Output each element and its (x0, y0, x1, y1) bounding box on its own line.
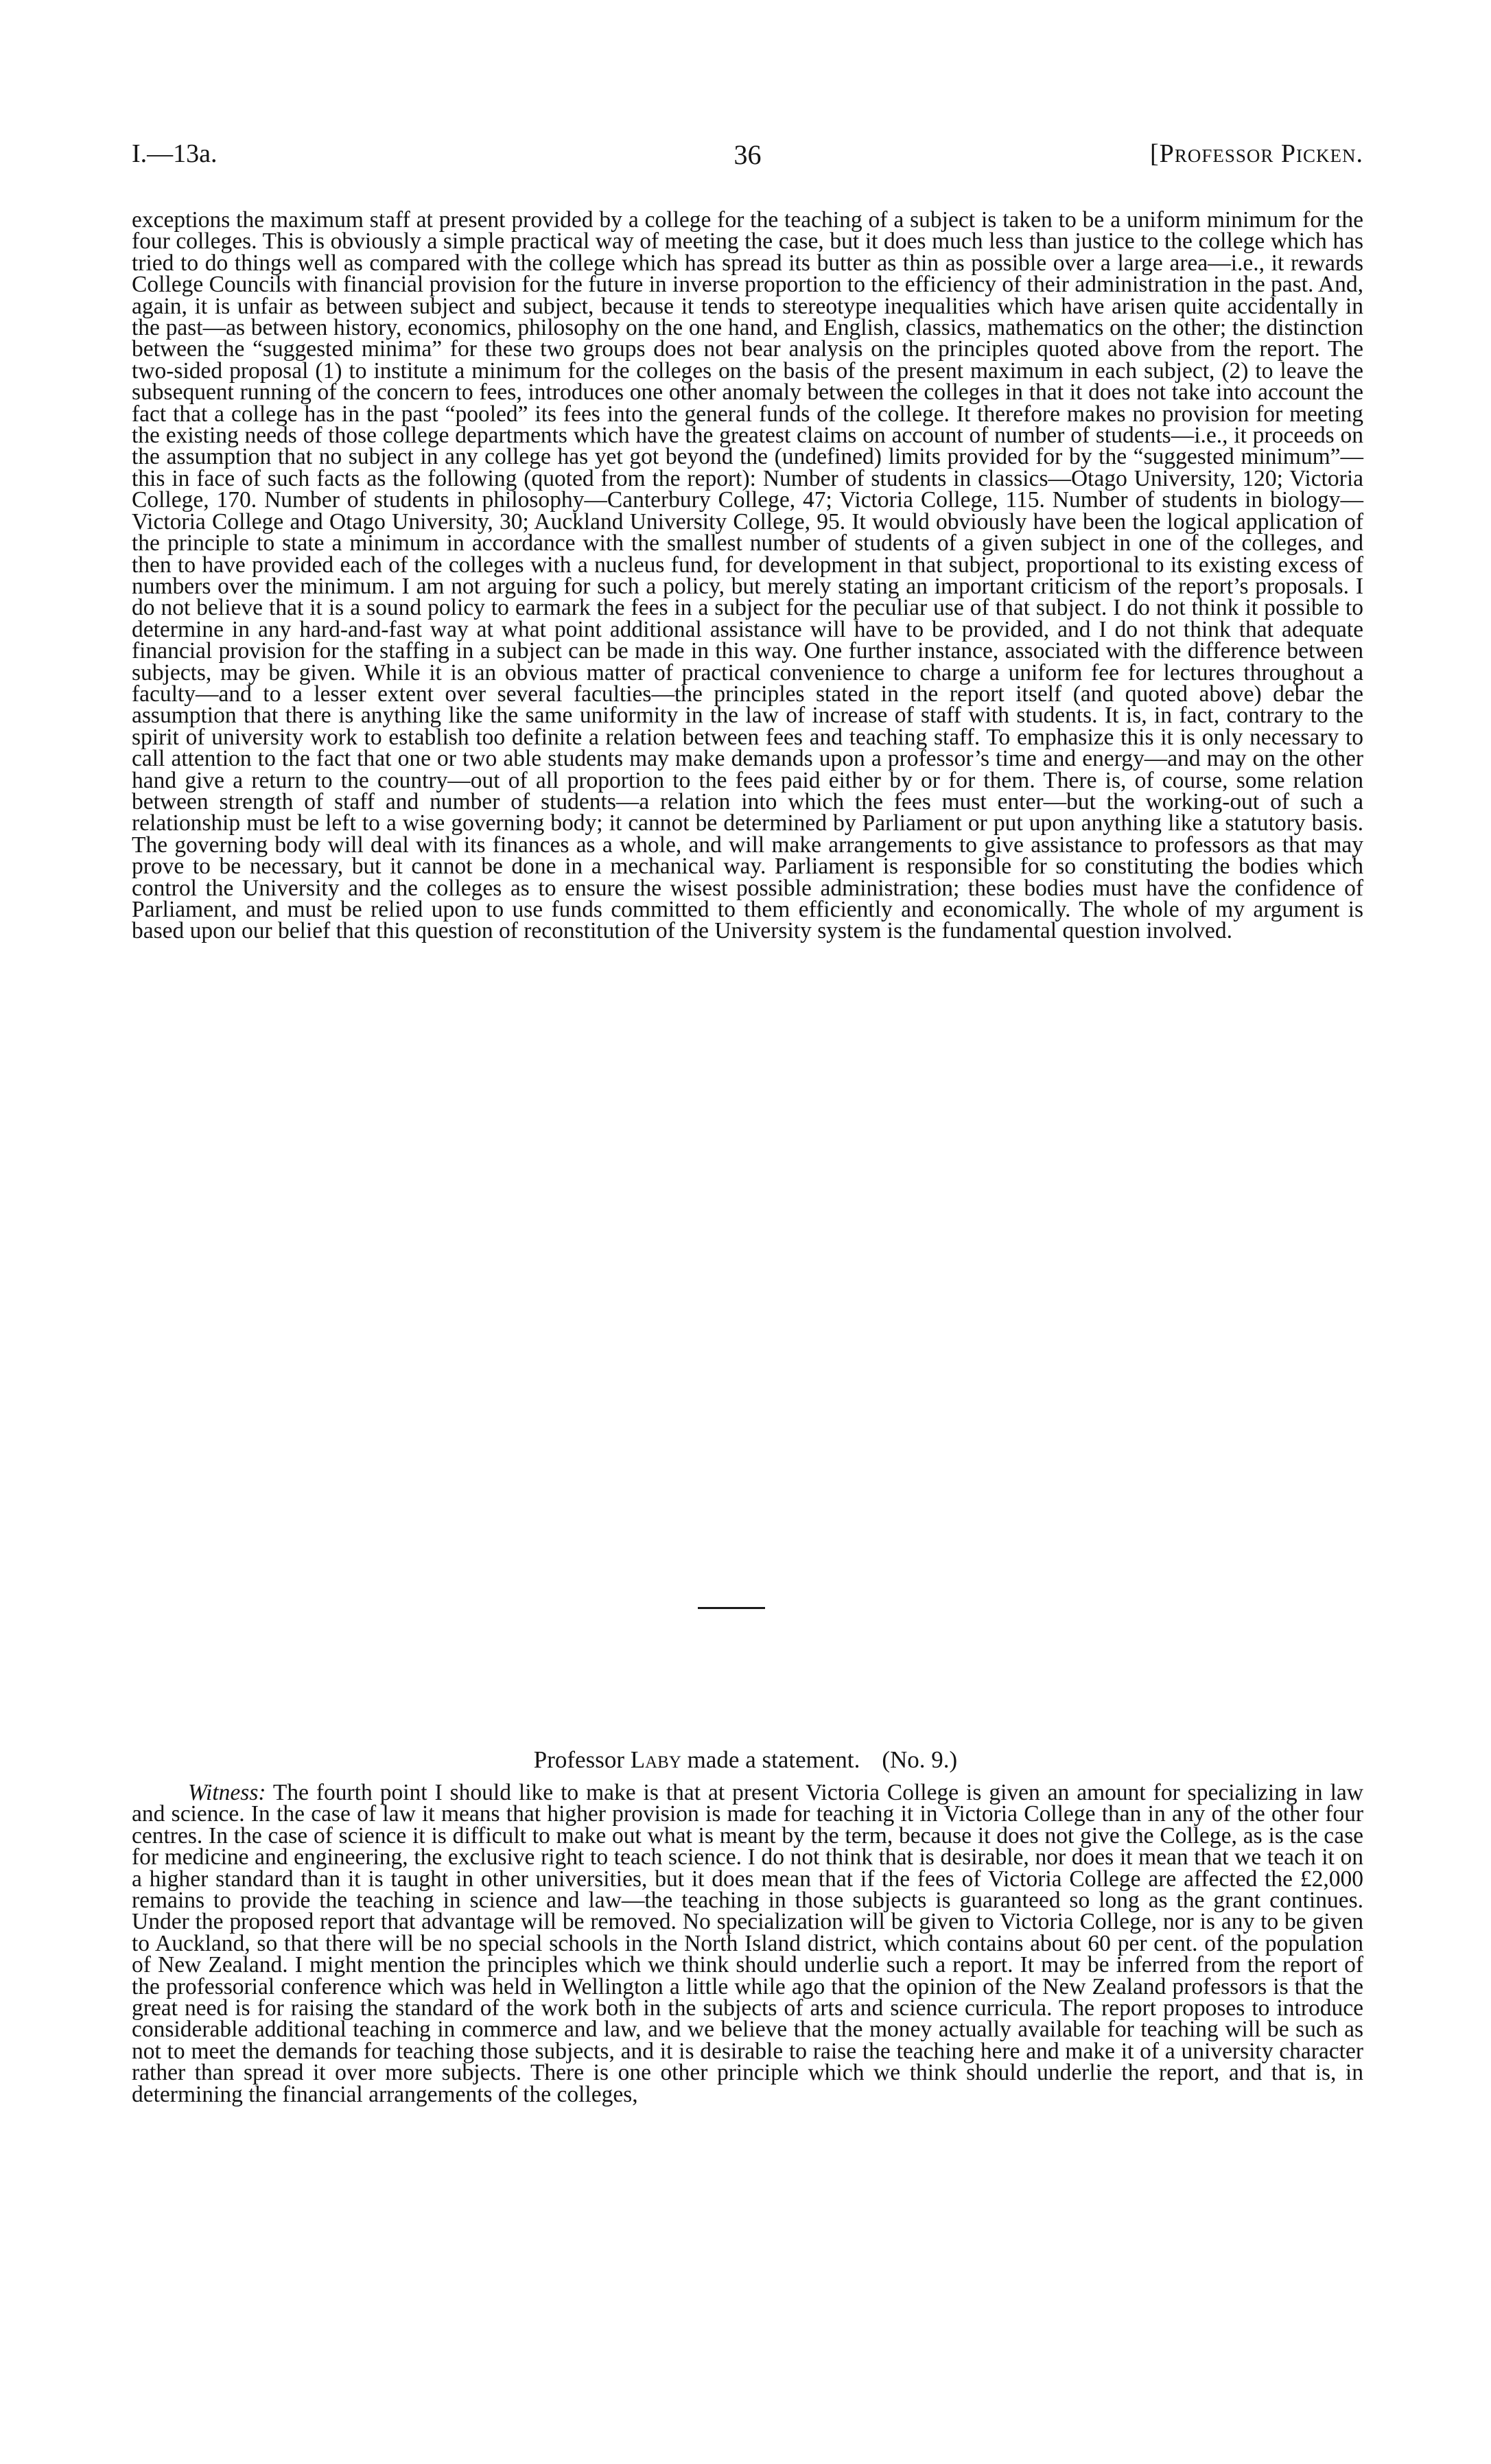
page-header (132, 139, 1363, 180)
body-paragraph: exceptions the maximum staff at present provided by a college for the teaching of a subject is taken to be a uniform minimum for the four colleges. This is obviously a simple practical way of meeting the case, but it does much less than justice to the college which has tried to do things well as compared with the college which has spread its butter as thin as possible over a large area—i.e., it rewards College Councils with financial provision for the future in inverse proportion to the efficiency of their administration in the past. And, again, it is unfair as between subject and subject, because it tends to stereotype inequalities which have arisen quite accidentally in the past—as between history, economics, philosophy on the one hand, and English, classics, mathematics on the other; the distinction between the “suggested minima” for these two groups does not bear analysis on the principles quoted above from the report. The two-sided proposal (1) to institute a minimum for the colleges on the basis of the present maximum in each subject, (2) to leave the subsequent running of the concern to fees, introduces one other anomaly between the colleges in that it does not take into account the fact that a college has in the past “pooled” its fees into the general funds of the college. It therefore makes no provision for meeting the existing needs of those college departments which have the greatest claims on account of number of students—i.e., it proceeds on the assumption that no subject in any college has yet got beyond the (undefined) limits provided for by the “suggested minimum”—this in face of such facts as the following (quoted from the report): Number of students in classics—Otago University, 120; Victoria College, 170. Number of students in philosophy—Canterbury College, 47; Victoria College, 115. Number of students in biology—Victoria College and Otago University, 30; Auckland University College, 95. It would obviously have been the logical application of the principle to state a minimum in accordance with the smallest number of students of a given subject in one of the colleges, and then to have provided each of the colleges with a nucleus fund, for development in that subject, proportional to its existing excess of numbers over the minimum. I am not arguing for such a policy, but merely stating an important criticism of the report’s proposals. I do not believe that it is a sound policy to earmark the fees in a subject for the peculiar use of that subject. I do not think it possible to determine in any hard-and-fast way at what point additional assistance will have to be provided, and I do not think that adequate financial provision for the staffing in a subject can be made in this way. One further instance, associated with the difference between subjects, may be given. While it is an obvious matter of practical convenience to charge a uniform fee for lectures throughout a faculty—and to a lesser extent over several faculties—the principles stated in the report itself (and quoted above) debar the assumption that there is anything like the same uniformity in the law of increase of staff with students. It is, in fact, contrary to the spirit of university work to establish too definite a relation between fees and teaching staff. To emphasize this it is only necessary to call attention to the fact that one or two able students may make demands upon a professor’s time and energy—and may on the other hand give a return to the country—out of all proportion to the fees paid either by or for them. There is, of course, some relation between strength of staff and number of students—a relation into which the fees must enter—but the working-out of such a relationship must be left to a wise governing body; it cannot be determined by Parliament or put upon anything like a statutory basis. The governing body will deal with its finances as a whole, and will make arrangements to give assistance to professors as that may prove to be necessary, but it cannot be done in a mechanical way. Parliament is responsible for so constituting the bodies which control the University and the colleges as to ensure the wisest possible administration; these bodies must have the confidence of Parliament, and must be relied upon to use funds committed to them efficiently and economically. The whole of my argument is based upon our belief that this question of reconstitution of the University system is the fundamental question involved. (132, 207, 1363, 944)
section-divider (698, 1607, 765, 1609)
heading-prefix: Professor (533, 1746, 624, 1773)
document-reference: I.—13a. (132, 139, 218, 168)
speaker-label: [Professor Picken. (1150, 139, 1363, 168)
statement-heading (0, 1746, 1491, 1774)
witness-text: The fourth point I should like to make is that at present Victoria College is given an amount for specializing in law and science. In the case of law it means that higher provision is made for teaching it in Victoria College than in any of the other four centres. In the case of science it is difficult to make out what is meant by the term, because it does not give the College, as is the case for medicine and engineering, the exclusive right to teach science. I do not think that is desirable, nor does it mean that we teach it on a higher standard than it is taught in other universities, but it does mean that if the fees of Victoria College are affected the £2,000 remains to provide the teaching in science and law—the teaching in those subjects is guaranteed so long as the grant continues. Under the proposed report that advantage will be removed. No specialization will be given to Victoria College, nor is any to be given to Auckland, so that there will be no special schools in the North Island district, which contains about 60 per cent. of the population of New Zealand. I might mention the principles which we think should underlie such a report. It may be inferred from the report of the professorial conference which was held in Wellington a little while ago that the opinion of the New Zealand professors is that the great need is for raising the standard of the work both in the subjects of arts and science curricula. The report proposes to introduce considerable additional teaching in commerce and law, and we believe that the money actually available for teaching will be such as not to meet the demands for teaching those subjects, and it is desirable to raise the teaching here and make it of a university character rather than spread it over more subjects. There is one other principle which we think should underlie the report, and that is, in determining the financial arrangements of the colleges, (132, 1780, 1363, 2107)
heading-suffix: made a statement. (687, 1746, 860, 1773)
witness-paragraph (132, 1782, 1363, 2105)
witness-label: Witness: (188, 1780, 266, 1805)
page-number: 36 (733, 139, 762, 170)
statement-number: (No. 9.) (882, 1746, 958, 1773)
speaker-name: Laby (630, 1746, 681, 1773)
